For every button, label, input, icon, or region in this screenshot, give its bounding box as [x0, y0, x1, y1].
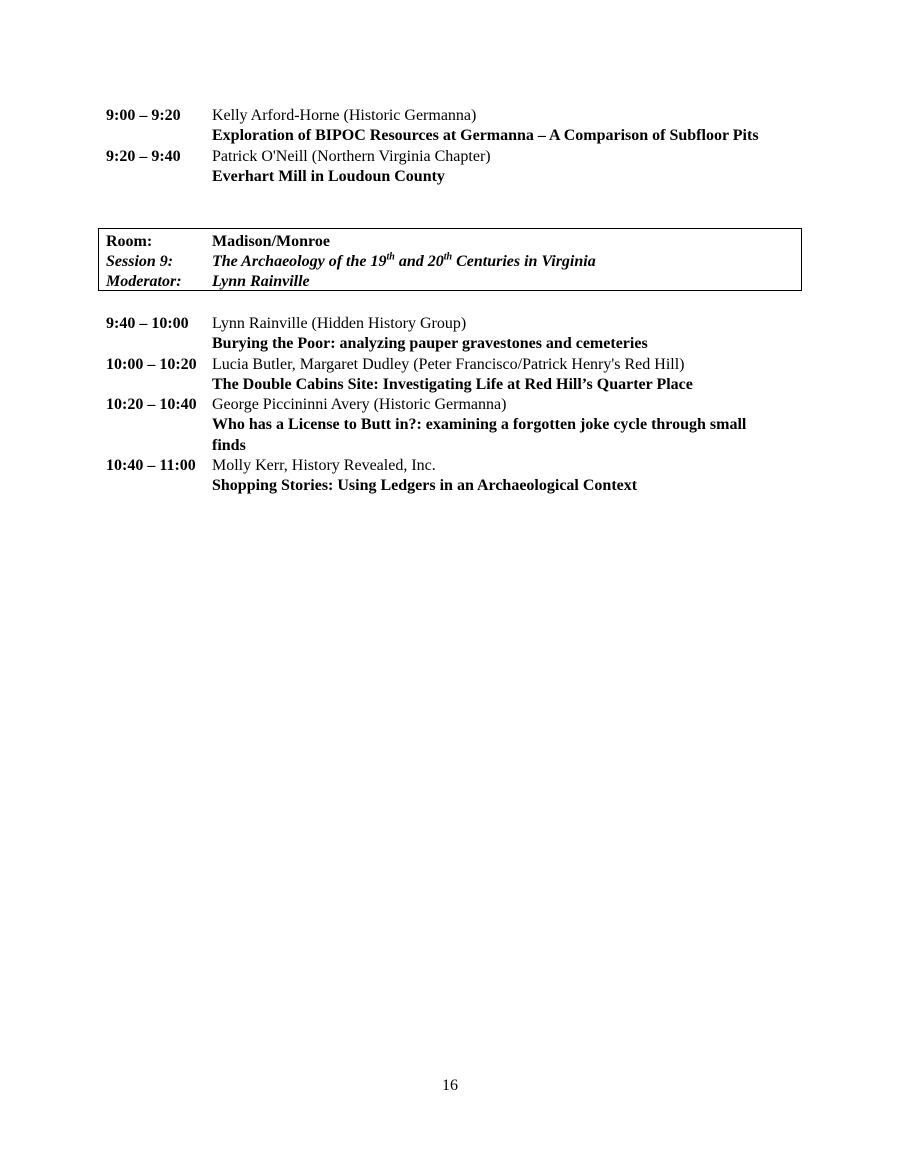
session-title-part: The Archaeology of the 19: [212, 253, 387, 270]
entry-speaker: Lucia Butler, Margaret Dudley (Peter Francisco/Patrick Henry's Red Hill): [212, 355, 685, 373]
session-label: Session 9:: [106, 253, 174, 270]
entry-time: 9:00 – 9:20: [106, 107, 181, 124]
session-moderator-row: [106, 272, 801, 292]
entry-time: 10:40 – 11:00: [106, 457, 196, 475]
session-title-sup: th: [386, 251, 395, 263]
entry-speaker: Lynn Rainville (Hidden History Group): [212, 315, 467, 332]
entry-content: [212, 456, 806, 497]
entry-speaker: Patrick O'Neill (Northern Virginia Chapter): [212, 147, 491, 165]
entry-time: 10:20 – 10:40: [106, 396, 197, 414]
moderator-value: Lynn Rainville: [212, 273, 310, 290]
entry-speaker: George Piccininni Avery (Historic Germanna): [212, 396, 507, 414]
entry-content: [212, 106, 812, 147]
room-label: Room:: [106, 233, 153, 250]
session-title-row: [106, 252, 801, 272]
moderator-label: Moderator:: [106, 273, 182, 290]
entry-time: 9:40 – 10:00: [106, 315, 189, 332]
entry-content: [212, 314, 806, 355]
entry-title: Who has a License to Butt in?: examining a forgotten joke cycle through small finds: [212, 416, 747, 454]
entry-content: [212, 147, 806, 188]
schedule-entry: [106, 106, 806, 147]
session-info-box: [98, 228, 802, 291]
session-room-row: [106, 232, 801, 252]
schedule-bottom: [106, 314, 806, 497]
entry-title: Burying the Poor: analyzing pauper gravestones and cemeteries: [212, 335, 648, 353]
schedule-entry: [106, 314, 806, 355]
entry-title: Exploration of BIPOC Resources at Germanna – A Comparison of Subfloor Pits: [212, 127, 759, 145]
entry-content: [212, 355, 806, 396]
schedule-entry: [106, 355, 806, 396]
entry-speaker: Molly Kerr, History Revealed, Inc.: [212, 457, 436, 475]
entry-content: [212, 395, 806, 456]
entry-time: 10:00 – 10:20: [106, 355, 197, 373]
entry-time: 9:20 – 9:40: [106, 147, 181, 165]
entry-title: Everhart Mill in Loudoun County: [212, 167, 445, 185]
session-title-part: and 20: [394, 253, 444, 270]
session-title: [212, 252, 596, 272]
schedule-entry: [106, 147, 806, 188]
entry-title: Shopping Stories: Using Ledgers in an Archaeological Context: [212, 477, 638, 495]
entry-speaker: Kelly Arford-Horne (Historic Germanna): [212, 107, 477, 124]
room-value: Madison/Monroe: [212, 233, 330, 250]
schedule-entry: [106, 456, 806, 497]
session-title-part: Centuries in Virginia: [452, 253, 596, 270]
schedule-top: [106, 106, 806, 187]
page-number: 16: [442, 1077, 458, 1094]
schedule-entry: [106, 395, 806, 456]
entry-title: The Double Cabins Site: Investigating Life at Red Hill’s Quarter Place: [212, 375, 693, 393]
session-title-sup: th: [443, 251, 453, 263]
